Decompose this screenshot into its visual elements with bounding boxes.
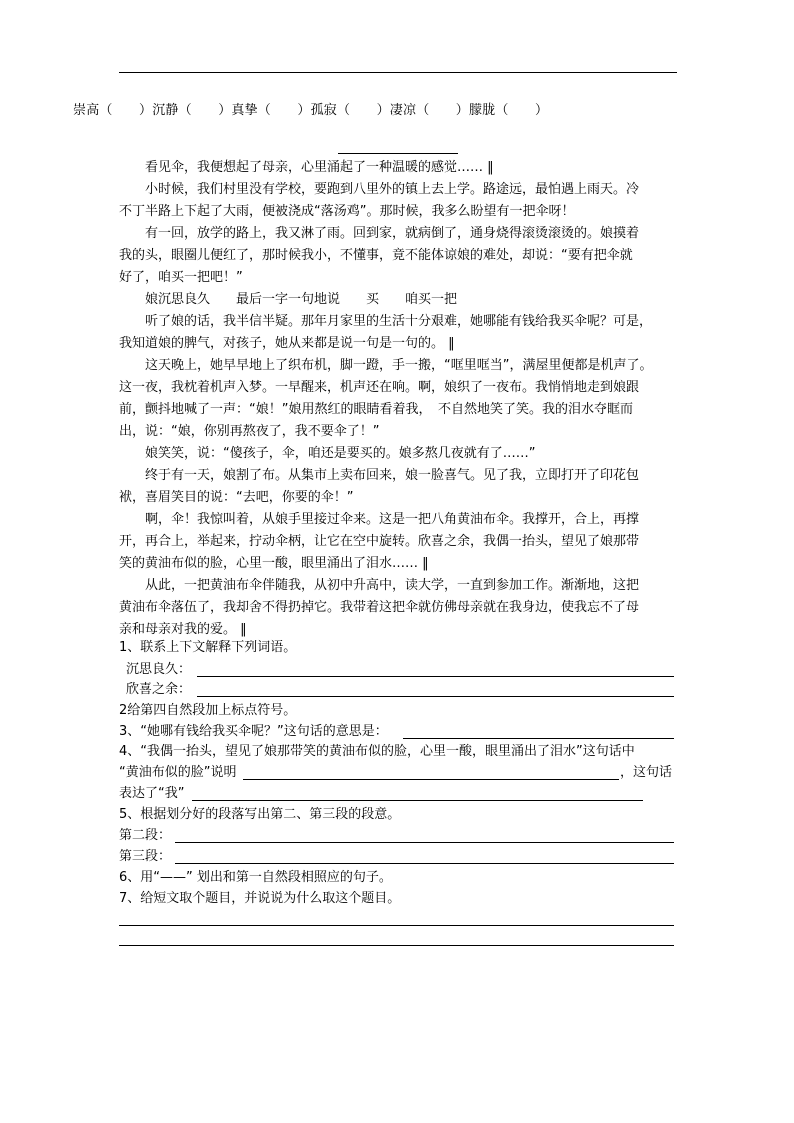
question-4-line2a: “黄油布似的脸”说明 <box>119 765 237 780</box>
question-5a-label: 第二段： <box>119 828 172 843</box>
passage-line: 黄油布伞落伍了，我却舍不得扔掉它。我带着这把伞就仿佛母亲就在我身边，使我忘不了母 <box>119 600 640 615</box>
question-5b-label: 第三段： <box>119 849 172 864</box>
question-1: 1、联系上下文解释下列词语。 <box>119 640 297 655</box>
passage-line: 前，颤抖地喊了一声：“娘！”娘用熬红的眼睛看着我， 不自然地笑了笑。我的泪水夺眶而 <box>119 402 633 417</box>
passage-line: 我知道娘的脾气，对孩子，她从来都是说一句是一句的。 ‖ <box>119 336 455 351</box>
answer-line-7a[interactable] <box>119 925 674 926</box>
question-5: 5、根据划分好的段落写出第二、第三段的段意。 <box>119 807 401 822</box>
passage-line: 娘沉思良久 最后一字一句地说 买 咱买一把 <box>119 292 458 307</box>
question-4-line3: 表达了“我” <box>119 786 185 801</box>
passage-line: 袱，喜眉笑目的说：“去吧，你要的伞！” <box>119 490 354 505</box>
answer-line-7b[interactable] <box>119 945 674 946</box>
answer-line-1b[interactable] <box>197 696 674 697</box>
question-1b-label: 欣喜之余： <box>126 682 192 697</box>
passage-line: 这一夜，我枕着机声入梦。一早醒来，机声还在响。啊，娘织了一夜布。我悄悄地走到娘跟 <box>119 380 640 395</box>
answer-line-3[interactable] <box>403 738 674 739</box>
vocab-line: 崇高（ ）沉静（ ）真挚（ ）孤寂（ ）凄凉（ ）朦胧（ ） <box>73 103 549 118</box>
passage-line: 看见伞，我便想起了母亲，心里涌起了一种温暖的感觉…… ‖ <box>119 160 494 175</box>
question-2: 2给第四自然段加上标点符号。 <box>119 703 297 718</box>
passage-line: 小时候，我们村里没有学校，要跑到八里外的镇上去上学。路途远，最怕遇上雨天。冷 <box>119 182 640 197</box>
answer-line-1a[interactable] <box>197 676 674 677</box>
passage-line: 从此，一把黄油布伞伴随我，从初中升高中，读大学，一直到参加工作。渐渐地，这把 <box>119 578 640 593</box>
passage-line: 终于有一天，娘割了布。从集市上卖布回来，娘一脸喜气。见了我，立即打开了印花包 <box>119 468 640 483</box>
passage <box>119 157 679 641</box>
passage-line: 开，再合上，举起来，拧动伞柄，让它在空中旋转。欣喜之余，我偶一抬头，望见了娘那带 <box>119 534 640 549</box>
question-4-line1: 4、“我偶一抬头，望见了娘那带笑的黄油布似的脸，心里一酸，眼里涌出了泪水”这句话中 <box>119 744 635 759</box>
passage-line: 亲和母亲对我的爱。 ‖ <box>119 622 247 637</box>
passage-line: 不丁半路上下起了大雨，便被浇成“落汤鸡”。那时候，我多么盼望有一把伞呀！ <box>119 204 575 219</box>
passage-line: 啊，伞！我惊叫着，从娘手里接过伞来。这是一把八角黄油布伞。我撑开，合上，再撑 <box>119 512 640 527</box>
answer-line-5b[interactable] <box>175 863 674 864</box>
passage-line: 好了，咱买一把吧！” <box>119 270 243 285</box>
answer-line-4b[interactable] <box>192 800 643 801</box>
passage-line: 娘笑笑，说：“傻孩子，伞，咱还是要买的。娘多熬几夜就有了……” <box>119 446 536 461</box>
passage-line: 这天晚上，她早早地上了织布机，脚一蹬，手一搬，“哐里哐当”，满屋里便都是机声了。 <box>119 358 653 373</box>
question-1a-label: 沉思良久： <box>126 662 192 677</box>
question-6: 6、用“——” 划出和第一自然段相照应的句子。 <box>119 870 392 885</box>
passage-line: 我的头，眼圈儿便红了，那时候我小，不懂事，竟不能体谅娘的难处，却说：“要有把伞就 <box>119 248 633 263</box>
passage-line: 有一回，放学的路上，我又淋了雨。回到家，就病倒了，通身烧得滚烫滚烫的。娘摸着 <box>119 226 640 241</box>
question-4-line2b: ，这句话 <box>620 765 673 780</box>
question-3: 3、“她哪有钱给我买伞呢？”这句话的意思是： <box>119 724 388 739</box>
question-7: 7、给短文取个题目，并说说为什么取这个题目。 <box>119 891 401 906</box>
passage-line: 听了娘的话，我半信半疑。那年月家里的生活十分艰难，她哪能有钱给我买伞呢？可是， <box>119 314 653 329</box>
answer-line-5a[interactable] <box>175 842 674 843</box>
answer-line-4a[interactable] <box>243 779 619 780</box>
top-rule <box>119 72 677 73</box>
passage-line: 出，说：“娘，你别再熬夜了，我不要伞了！” <box>119 424 380 439</box>
passage-line: 笑的黄油布似的脸，心里一酸，眼里涌出了泪水…… ‖ <box>119 556 429 571</box>
title-blank <box>338 153 458 154</box>
